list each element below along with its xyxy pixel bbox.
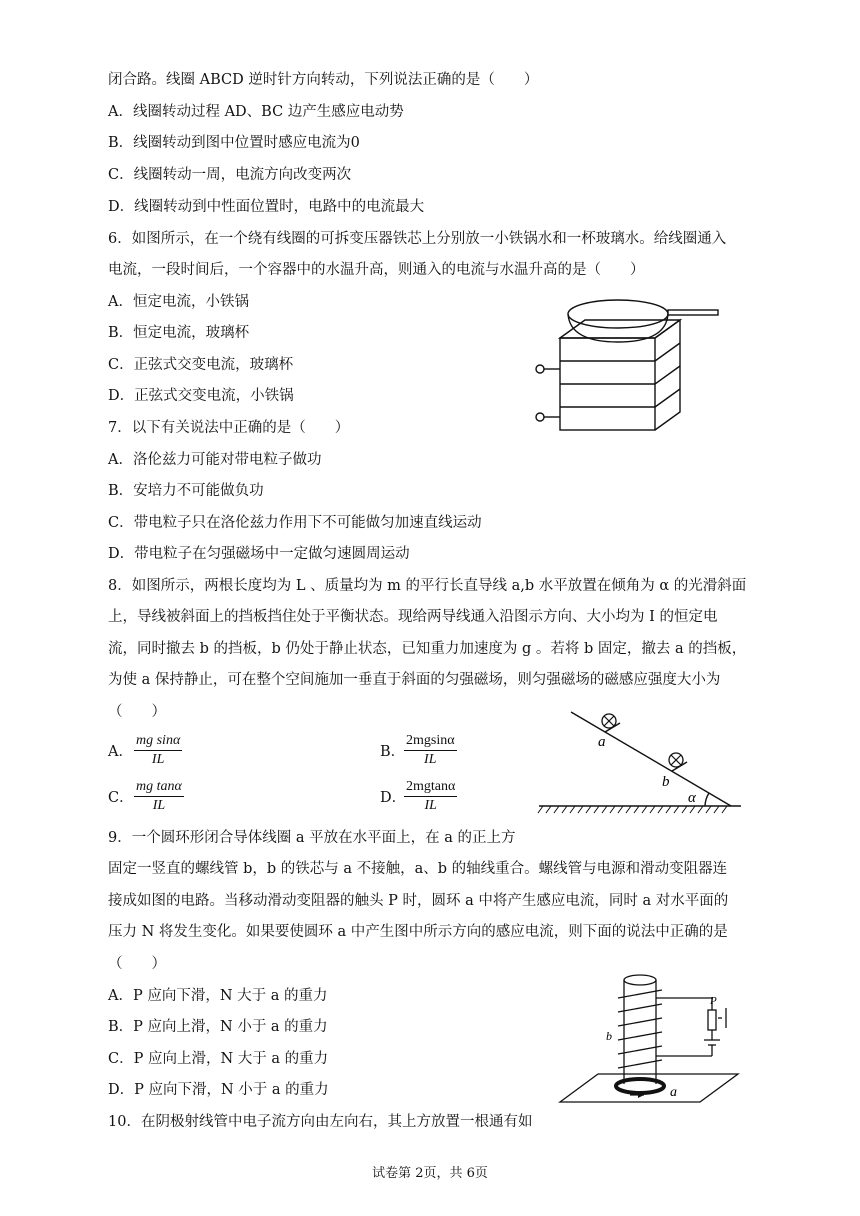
q8-option-c-den: IL	[152, 798, 166, 813]
q9-line2: 固定一竖直的螺线管 b，b 的铁芯与 a 不接触，a、b 的轴线重合。螺线管与电源和滑动变阻器连	[108, 861, 728, 877]
q9-line4: 压力 N 将发生变化。如果要使圆环 a 中产生图中所示方向的感应电流，则下面的说法中正确的是	[108, 924, 728, 940]
q9-option-b: B．P 应向上滑，N 小于 a 的重力	[108, 1019, 328, 1035]
q8-incline-figure	[535, 702, 745, 820]
wire-a-into-page-icon	[602, 714, 616, 728]
q9-fig-label-p: P	[710, 995, 717, 1007]
q8-option-d-label: D．	[380, 790, 407, 806]
q5-option-c: C．线圈转动一周，电流方向改变两次	[108, 167, 352, 183]
q5-option-a: A．线圈转动过程 AD、BC 边产生感应电动势	[108, 104, 404, 120]
q9-option-a: A．P 应向下滑，N 大于 a 的重力	[108, 988, 328, 1004]
q8-line1: 8．如图所示，两根长度均为 L 、质量均为 m 的平行长直导线 a,b 水平放置在倾角为 α 的光滑斜面	[108, 578, 747, 594]
q6-stem-line1: 6．如图所示，在一个绕有线圈的可拆变压器铁芯上分别放一小铁锅水和一杯玻璃水。给线圈通入	[108, 231, 727, 247]
q8-option-c-fraction	[134, 779, 184, 814]
q8-paren: （ ）	[108, 704, 166, 720]
q6-transformer-figure	[530, 290, 730, 440]
q9-line3: 接成如图的电路。当移动滑动变阻器的触头 P 时，圆环 a 中将产生感应电流，同时 a 对水平面的	[108, 893, 729, 909]
q8-option-b-fraction	[404, 733, 457, 768]
q8-line2: 上，导线被斜面上的挡板挡住处于平衡状态。现给两导线通入沿图示方向、大小均为 I 的恒定电	[108, 609, 718, 625]
q9-fig-label-b: b	[606, 1029, 612, 1043]
q9-option-d: D．P 应向下滑，N 小于 a 的重力	[108, 1082, 329, 1098]
q10-line1: 10．在阴极射线管中电子流方向由左向右，其上方放置一根通有如	[108, 1114, 533, 1130]
q8-fig-label-a: a	[598, 734, 606, 750]
q8-option-c-num: mg tanα	[134, 779, 184, 797]
q8-option-a-label: A．	[108, 744, 133, 760]
q6-option-d: D．正弦式交变电流，小铁锅	[108, 388, 294, 404]
q5-option-b: B．线圈转动到图中位置时感应电流为0	[108, 135, 360, 151]
q9-fig-label-a: a	[670, 1085, 677, 1100]
q6-option-a: A．恒定电流，小铁锅	[108, 294, 249, 310]
q8-line3: 流，同时撤去 b 的挡板，b 仍处于静止状态，已知重力加速度为 g 。若将 b 固定，撤去 a 的挡板，	[108, 641, 747, 657]
q8-option-c-label: C．	[108, 790, 134, 806]
q9-option-c: C．P 应向上滑，N 大于 a 的重力	[108, 1051, 329, 1067]
q7-option-b: B．安培力不可能做负功	[108, 483, 264, 499]
q6-stem-line2: 电流，一段时间后，一个容器中的水温升高，则通入的电流与水温升高的是（ ）	[108, 262, 645, 278]
q7-stem: 7．以下有关说法中正确的是（ ）	[108, 420, 350, 436]
q8-option-a-fraction	[134, 733, 182, 768]
q6-option-b: B．恒定电流，玻璃杯	[108, 325, 250, 341]
q7-option-a-line: A．洛伦兹力可能对带电粒子做功	[108, 452, 322, 468]
q7-option-d: D．带电粒子在匀强磁场中一定做匀速圆周运动	[108, 546, 410, 562]
q8-fig-label-alpha: α	[688, 790, 696, 806]
q8-option-d-num: 2mgtanα	[404, 779, 457, 797]
q8-option-d-den: IL	[424, 798, 437, 813]
q5-stem-tail: 闭合路。线圈 ABCD 逆时针方向转动，下列说法正确的是（ ）	[108, 72, 539, 88]
q8-option-a-den: IL	[151, 752, 165, 767]
q9-paren: （ ）	[108, 956, 166, 972]
q8-option-b-den: IL	[424, 752, 437, 767]
q8-fig-label-b: b	[662, 774, 670, 790]
q8-line4: 为使 a 保持静止，可在整个空间施加一垂直于斜面的匀强磁场，则匀强磁场的磁感应强度大小为	[108, 672, 721, 688]
q8-option-b-num: 2mgsinα	[404, 733, 457, 751]
page-footer: 试卷第 2页，共 6页	[372, 1166, 488, 1181]
wire-b-into-page-icon	[669, 753, 683, 767]
q5-option-d: D．线圈转动到中性面位置时，电路中的电流最大	[108, 199, 425, 215]
q7-option-c: C．带电粒子只在洛伦兹力作用下不可能做匀加速直线运动	[108, 515, 482, 531]
q9-line1: 9．一个圆环形闭合导体线圈 a 平放在水平面上，在 a 的正上方	[108, 830, 516, 846]
q6-option-c: C．正弦式交变电流，玻璃杯	[108, 357, 294, 373]
q9-solenoid-figure	[552, 968, 752, 1108]
q8-option-b-label: B．	[380, 744, 406, 760]
q8-option-a-num: mg sinα	[134, 733, 182, 751]
q8-option-d-fraction	[404, 779, 457, 814]
